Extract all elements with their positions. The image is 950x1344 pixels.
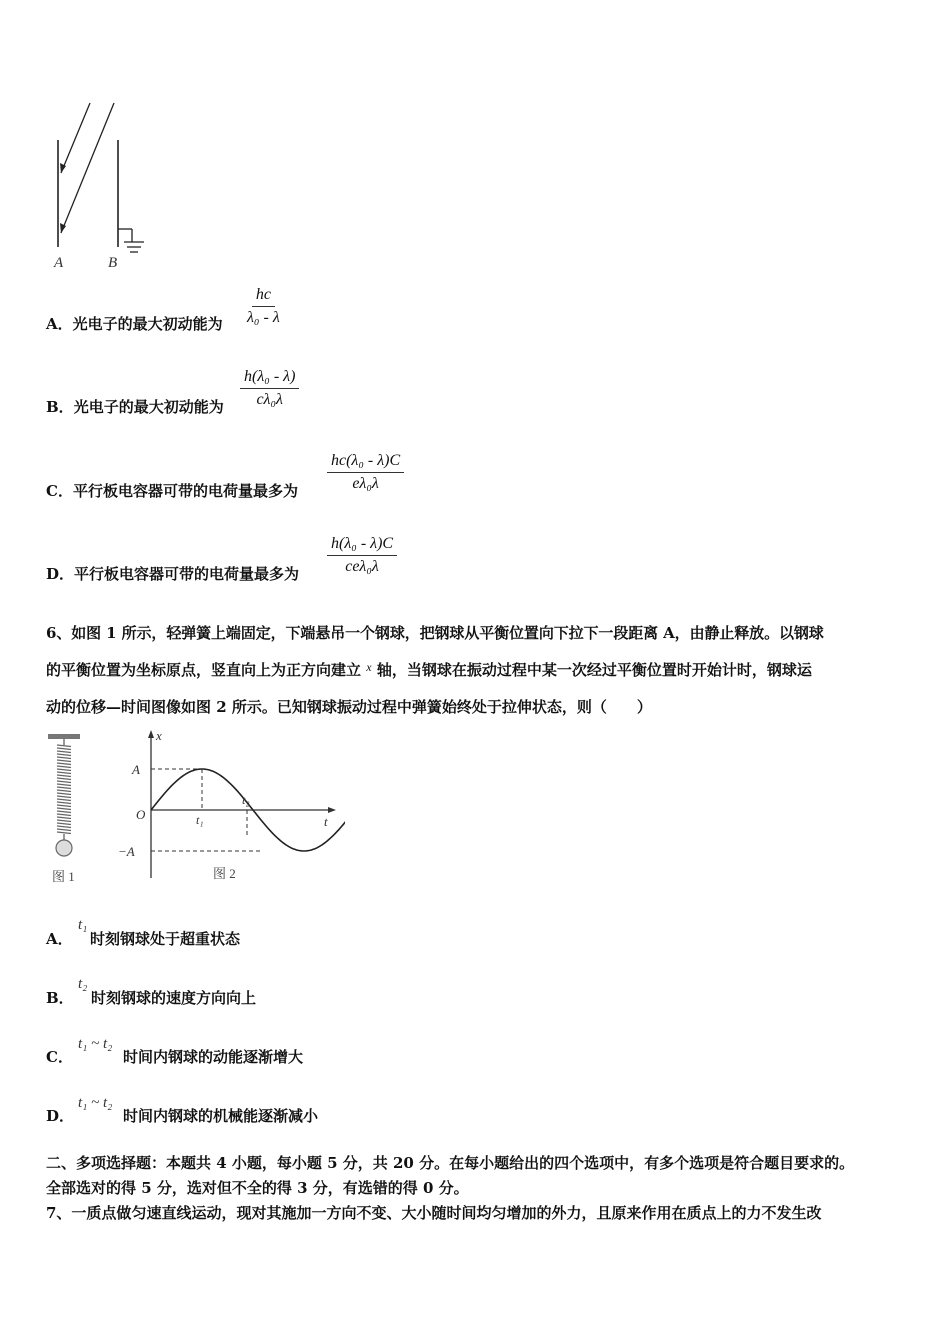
spring-coil bbox=[57, 751, 71, 753]
q5-option-d-letter: D． bbox=[46, 565, 75, 583]
q6-option-c-letter: C． bbox=[46, 1048, 73, 1066]
q5-option-d-denominator: ceλ₀λ bbox=[345, 558, 379, 575]
spring-coil bbox=[57, 805, 71, 807]
q5-option-b-numerator: h(λ₀ - λ) bbox=[240, 368, 299, 389]
q6-option-c bbox=[46, 1046, 73, 1067]
spring-coil bbox=[57, 784, 71, 786]
graph-t-axis-label: t bbox=[324, 814, 328, 829]
fig2-caption: 图 2 bbox=[213, 866, 236, 881]
q6-option-c-body: 时间内钢球的动能逐渐增大 bbox=[123, 1048, 304, 1066]
q5-option-b bbox=[46, 396, 224, 417]
spring-coil bbox=[57, 778, 71, 780]
spring-coil bbox=[57, 763, 71, 765]
q5-option-c bbox=[46, 480, 298, 501]
q6-option-a-math: t₁ bbox=[78, 917, 88, 933]
q5-option-b-formula bbox=[240, 368, 299, 409]
graph-origin-label: O bbox=[136, 807, 146, 822]
spring-coil bbox=[57, 772, 71, 774]
q5-option-a-text: 光电子的最大初动能为 bbox=[72, 315, 223, 333]
q6-option-a-letter: A． bbox=[46, 930, 73, 948]
q7-line-1: 7、一质点做匀速直线运动，现对其施加一方向不变、大小随时间均匀增加的外力，且原来作用在质点上的力不发生改 bbox=[46, 1204, 822, 1222]
spring-coil bbox=[57, 757, 71, 759]
q6-option-b-math: t₂ bbox=[78, 976, 88, 992]
spring-coil bbox=[57, 793, 71, 795]
q6-line-2b: 轴，当钢球在振动过程中某一次经过平衡位置时开始计时，钢球运 bbox=[376, 661, 812, 679]
q6-option-d bbox=[46, 1105, 74, 1126]
q6-line-3: 动的位移—时间图像如图 2 所示。已知钢球振动过程中弹簧始终处于拉伸状态，则（ ） bbox=[46, 698, 652, 716]
q5-option-c-text: 平行板电容器可带的电荷量最多为 bbox=[72, 482, 298, 500]
spring-coil bbox=[57, 745, 71, 747]
spring-coil bbox=[57, 787, 71, 789]
q5-option-d bbox=[46, 563, 299, 584]
q5-option-a bbox=[46, 313, 223, 334]
spring-coil bbox=[57, 769, 71, 771]
spring-coil bbox=[57, 832, 71, 834]
q5-option-c-numerator: hc(λ₀ - λ)C bbox=[327, 452, 404, 473]
spring-coil bbox=[57, 766, 71, 768]
spring-coil bbox=[57, 754, 71, 756]
spring-coil bbox=[57, 820, 71, 822]
displacement-time-graph bbox=[110, 726, 345, 886]
section2-line-1: 二、多项选择题：本题共 4 小题，每小题 5 分，共 20 分。在每小题给出的四个选项中，有多个选项是符合题目要求的。 bbox=[46, 1154, 855, 1172]
spring-coil bbox=[57, 808, 71, 810]
q6-x-variable: x bbox=[366, 660, 372, 674]
q6-option-b bbox=[46, 987, 74, 1008]
spring-coil bbox=[57, 802, 71, 804]
graph-amplitude-neg: −A bbox=[118, 844, 135, 859]
spring-coil bbox=[57, 760, 71, 762]
plate-b-label: B bbox=[108, 255, 118, 271]
spring-coil bbox=[57, 796, 71, 798]
spring-figure bbox=[40, 730, 90, 890]
q6-line-1: 6、如图 1 所示，轻弹簧上端固定，下端悬吊一个钢球，把钢球从平衡位置向下拉下一段距离 A，由静止释放。以钢球 bbox=[46, 624, 824, 642]
plate-a-label: A bbox=[54, 255, 64, 271]
fig1-caption: 图 1 bbox=[52, 869, 75, 884]
q5-option-d-text: 平行板电容器可带的电荷量最多为 bbox=[74, 565, 300, 583]
spring-coil bbox=[57, 775, 71, 777]
q5-option-b-text: 光电子的最大初动能为 bbox=[73, 398, 224, 416]
q6-option-d-body: 时间内钢球的机械能逐渐减小 bbox=[123, 1107, 319, 1125]
graph-amplitude-pos: A bbox=[132, 762, 140, 777]
q5-option-c-letter: C． bbox=[46, 482, 73, 500]
q5-option-b-denominator: cλ₀λ bbox=[256, 391, 283, 408]
spring-coil bbox=[57, 811, 71, 813]
spring-coil bbox=[57, 817, 71, 819]
spring-coil bbox=[57, 790, 71, 792]
q5-option-c-denominator: eλ₀λ bbox=[352, 475, 379, 492]
spring-coil bbox=[57, 781, 71, 783]
q5-option-a-numerator: hc bbox=[252, 286, 275, 307]
q6-option-a-body: 时刻钢球处于超重状态 bbox=[90, 930, 241, 948]
q6-option-c-math: t₁ ~ t₂ bbox=[78, 1036, 113, 1052]
q5-option-c-formula bbox=[327, 452, 404, 493]
q6-line-2a: 的平衡位置为坐标原点，竖直向上为正方向建立 bbox=[46, 661, 362, 679]
q5-option-d-formula bbox=[327, 535, 397, 576]
q5-option-d-numerator: h(λ₀ - λ)C bbox=[327, 535, 397, 556]
plates-figure bbox=[40, 95, 160, 275]
q6-option-d-letter: D． bbox=[46, 1107, 75, 1125]
q5-option-a-formula bbox=[243, 286, 284, 327]
graph-t1-label: t₁ bbox=[196, 813, 204, 827]
graph-x-axis-label: x bbox=[156, 728, 162, 743]
q6-option-d-math: t₁ ~ t₂ bbox=[78, 1095, 113, 1111]
graph-t2-label: t₂ bbox=[242, 793, 250, 807]
q5-option-b-letter: B． bbox=[46, 398, 74, 416]
q6-line-2 bbox=[46, 659, 812, 680]
spring-coil bbox=[57, 823, 71, 825]
q6-option-a bbox=[46, 928, 73, 949]
spring-coil bbox=[57, 826, 71, 828]
spring-coil bbox=[57, 748, 71, 750]
q5-option-a-denominator: λ₀ - λ bbox=[247, 309, 280, 326]
section2-line-2: 全部选对的得 5 分，选对但不全的得 3 分，有选错的得 0 分。 bbox=[46, 1179, 469, 1197]
q6-option-b-body: 时刻钢球的速度方向向上 bbox=[91, 989, 257, 1007]
spring-coil bbox=[57, 814, 71, 816]
q6-option-b-letter: B． bbox=[46, 989, 74, 1007]
spring-coil bbox=[57, 799, 71, 801]
spring-coil bbox=[57, 829, 71, 831]
q5-option-a-letter: A． bbox=[46, 315, 73, 333]
